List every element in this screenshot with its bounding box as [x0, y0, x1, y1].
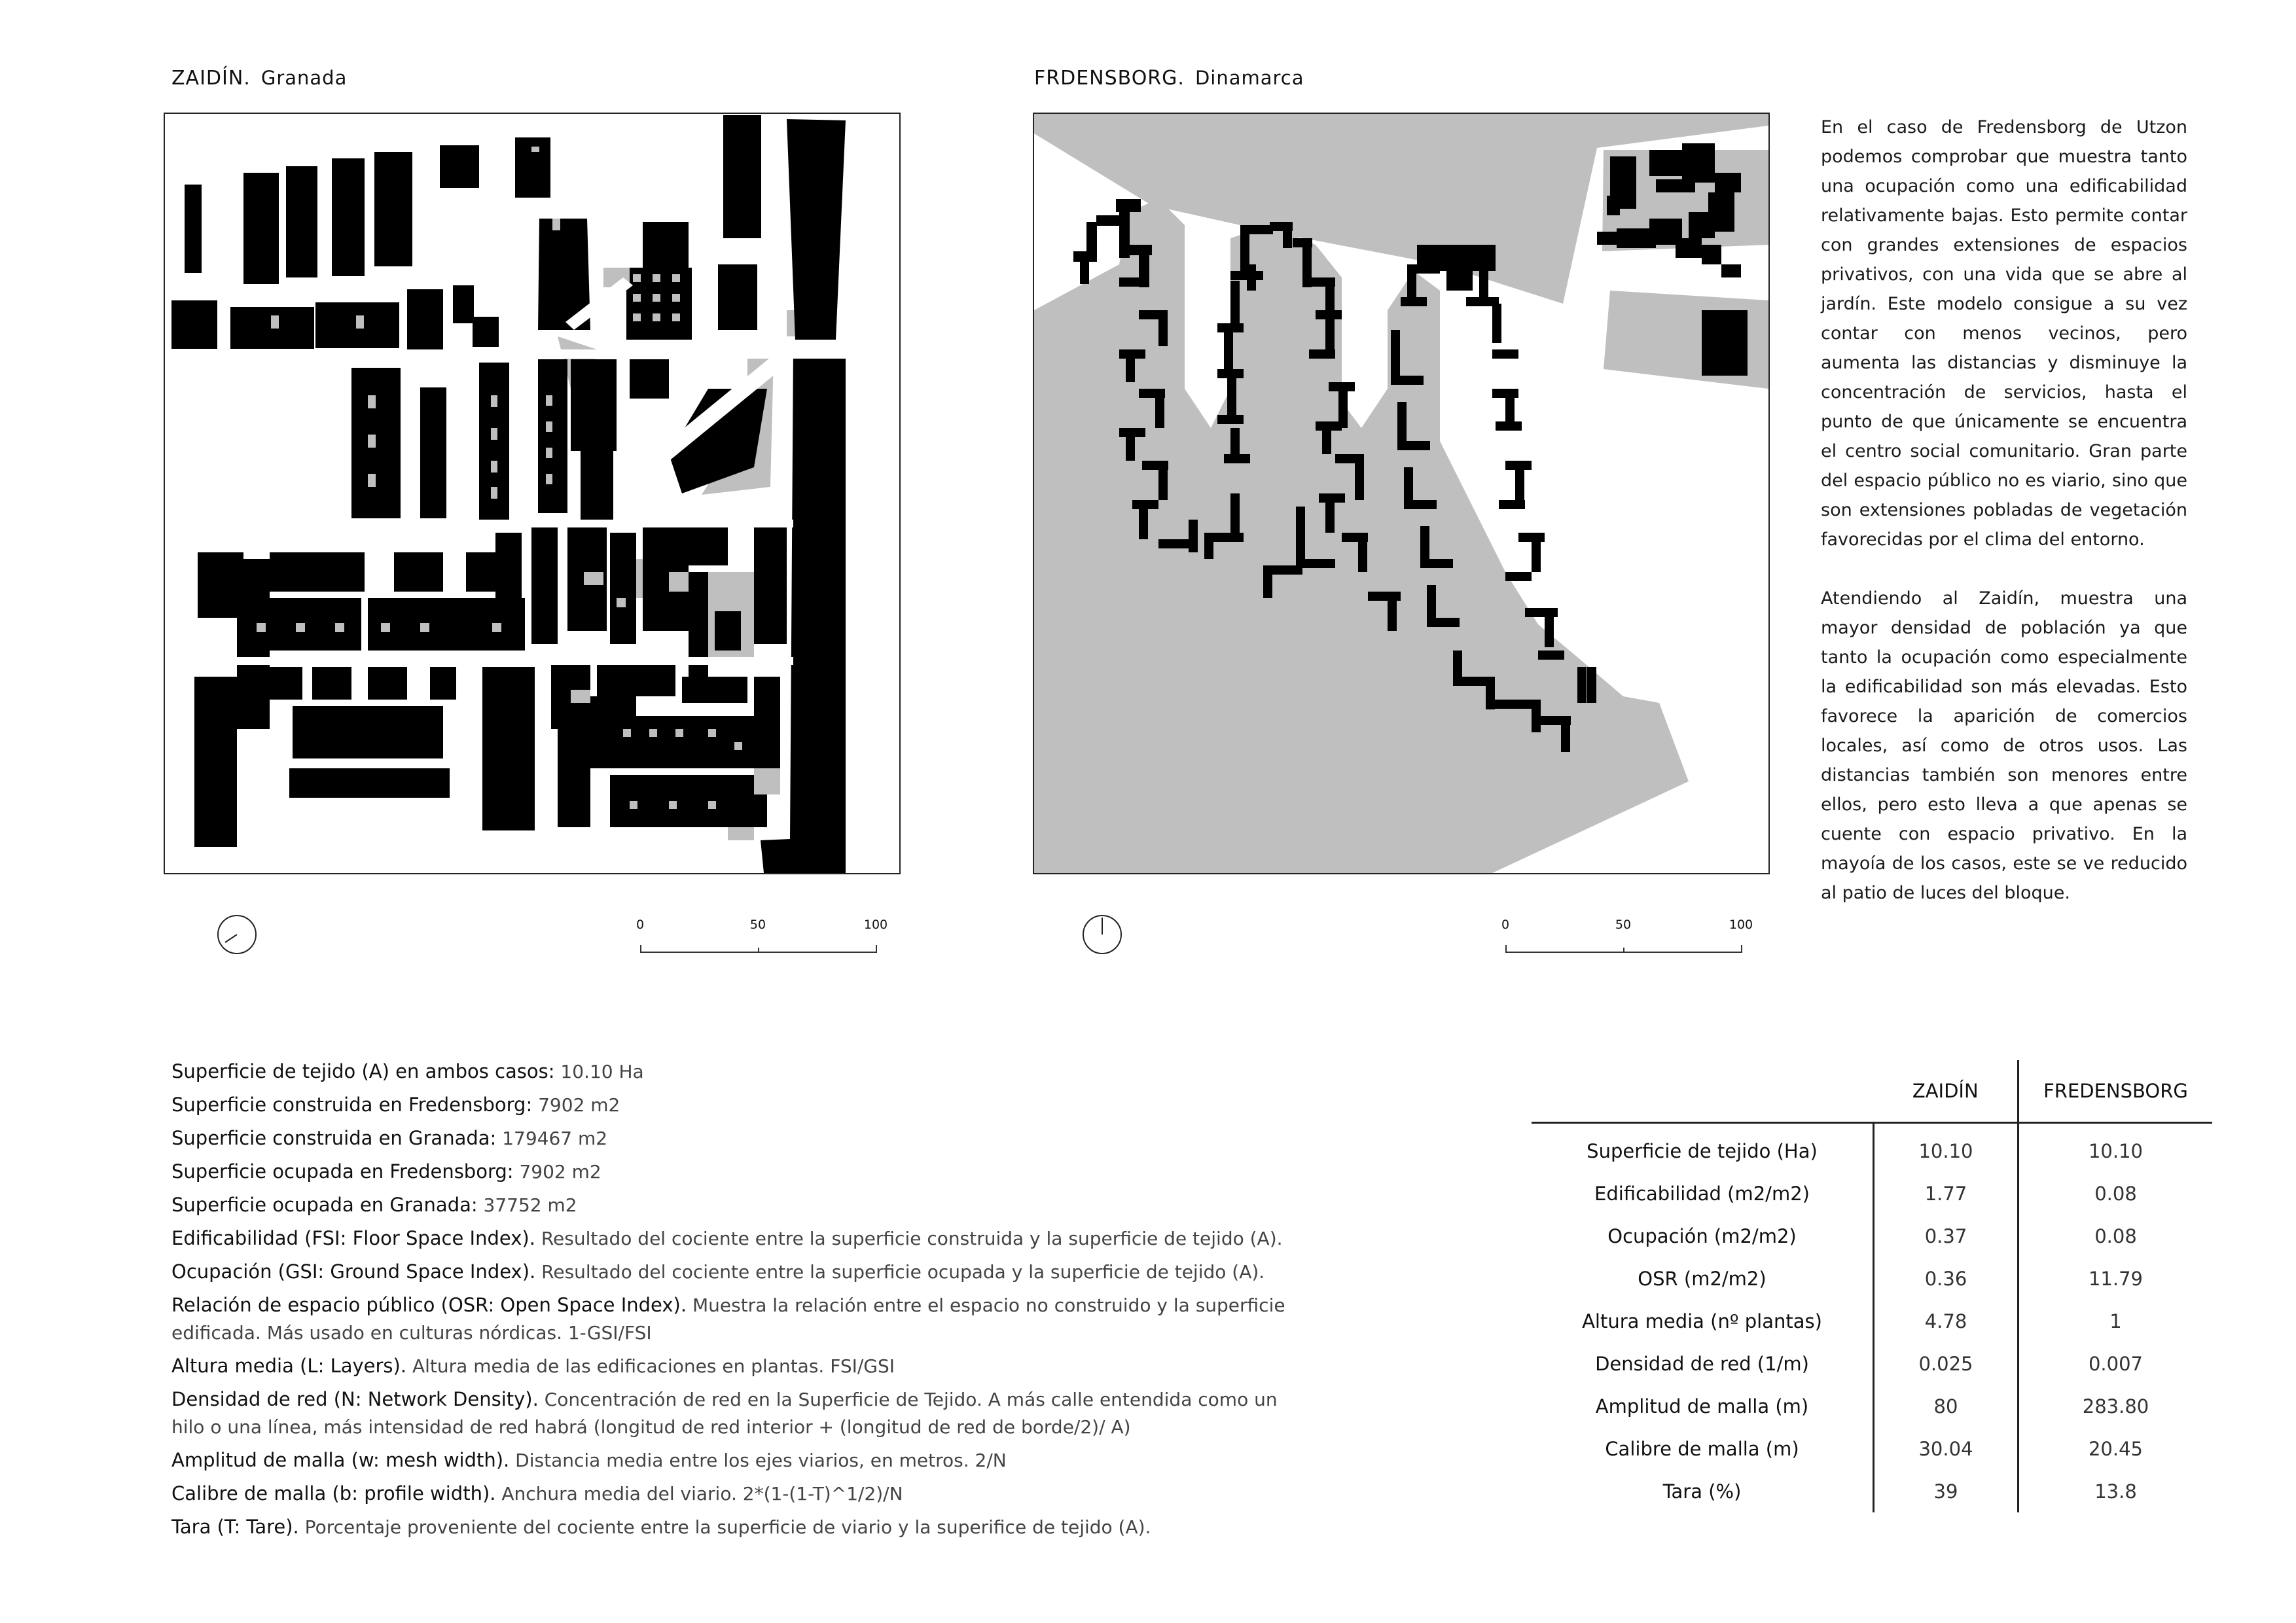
description-text: [1821, 113, 2187, 908]
metric-value-fredensborg: 11.79: [2088, 1267, 2144, 1290]
definition-desc: 7902 m2: [532, 1094, 620, 1116]
map-title-fredensborg-name: FRDENSBORG.: [1034, 67, 1185, 90]
definition-item: [171, 1289, 1480, 1322]
metric-value-fredensborg: 20.45: [2088, 1437, 2144, 1460]
definition-term: Relación de espacio público (OSR: Open Space Index).: [171, 1294, 687, 1316]
metric-value-zaidin: 1.77: [1874, 1172, 2018, 1215]
north-arrow-fredensborg: [1083, 915, 1122, 954]
definition-item: [171, 1444, 1480, 1477]
scale-label-50: 50: [749, 918, 766, 932]
metric-label: Amplitud de malla (m): [1532, 1385, 1874, 1427]
metric-label: Tara (%): [1532, 1470, 1874, 1512]
scale-label-100: 100: [1729, 918, 1753, 932]
zaidin-buildings: [171, 115, 846, 873]
scale-label-100: 100: [863, 918, 888, 932]
definition-term: Ocupación (GSI: Ground Space Index).: [171, 1260, 536, 1283]
metric-value-zaidin: 10.10: [1874, 1123, 2018, 1173]
scale-bar-fredensborg: [1501, 918, 1753, 957]
table-row: [1532, 1172, 2212, 1215]
definition-item: [171, 1055, 1480, 1088]
definition-item: [171, 1088, 1480, 1122]
definition-term: Superficie ocupada en Fredensborg:: [171, 1160, 514, 1183]
definition-continuation: hilo o una línea, más intensidad de red habrá (longitud de red interior + (longitud de red de borde/2)/ A): [171, 1416, 1131, 1438]
definition-continuation: edificada. Más usado en culturas nórdicas. 1-GSI/FSI: [171, 1322, 652, 1344]
map-zaidin-plan: [165, 114, 899, 873]
metric-label: Altura media (nº plantas): [1532, 1300, 1874, 1342]
description-paragraph-zaidin: Atendiendo al Zaidín, muestra una mayor densidad de población ya que tanto la ocupación como especialmente la edificabilidad son más elevadas. Esto favorece la aparición de comercios locales, así como de otros usos. Las distancias también son menores entre ellos, pero esto lleva a que apenas se cuente con espacio privativo. En la mayoía de los casos, este se ve reducido al patio de luces del bloque.: [1821, 588, 2187, 903]
definition-desc: Muestra la relación entre el espacio no construido y la superficie: [687, 1294, 1285, 1316]
metric-value-zaidin: 39: [1874, 1470, 2018, 1512]
table-row: [1532, 1470, 2212, 1512]
north-arrow-fredensborg-icon: [1084, 916, 1121, 953]
table-row: [1532, 1427, 2212, 1470]
metric-value-zaidin: 30.04: [1874, 1427, 2018, 1470]
definition-item: [171, 1155, 1480, 1188]
scale-bar-tick: [758, 948, 759, 953]
metric-value-zaidin: 0.36: [1874, 1257, 2018, 1300]
table-row: [1532, 1385, 2212, 1427]
definition-desc: 179467 m2: [496, 1128, 608, 1149]
table-row: [1532, 1123, 2212, 1173]
definition-term: Densidad de red (N: Network Density).: [171, 1388, 539, 1410]
north-arrow-zaidin-icon: [219, 916, 255, 953]
definitions-list: [171, 1055, 1480, 1544]
definition-desc: Anchura media del viario. 2*(1-(1-T)^1/2)/N: [495, 1483, 903, 1505]
metrics-header-label: [1532, 1060, 1874, 1123]
metric-label: Superficie de tejido (Ha): [1532, 1123, 1874, 1173]
metric-value-zaidin: 0.37: [1874, 1215, 2018, 1257]
definition-term: Superficie construida en Granada:: [171, 1127, 497, 1149]
metric-value-fredensborg: 13.8: [2094, 1480, 2137, 1503]
metric-label: Edificabilidad (m2/m2): [1532, 1172, 1874, 1215]
definition-item: [171, 1222, 1480, 1255]
definition-term: Amplitud de malla (w: mesh width).: [171, 1449, 510, 1471]
map-fredensborg-plan: [1034, 114, 1768, 873]
scale-label-50: 50: [1615, 918, 1632, 932]
definition-desc: Resultado del cociente entre la superficie construida y la superficie de tejido (A).: [535, 1228, 1283, 1249]
definition-term: Tara (T: Tare).: [171, 1516, 299, 1538]
definition-term: Superficie de tejido (A) en ambos casos:: [171, 1060, 555, 1082]
map-title-zaidin-city: Granada: [260, 67, 348, 89]
definition-term: Altura media (L: Layers).: [171, 1355, 407, 1377]
definition-term: Superficie construida en Fredensborg:: [171, 1094, 533, 1116]
definition-term: Calibre de malla (b: profile width).: [171, 1482, 496, 1505]
map-fredensborg: [1033, 113, 1770, 874]
map-title-zaidin: [171, 67, 347, 90]
map-title-fredensborg-city: Dinamarca: [1194, 67, 1304, 89]
definition-item: [171, 1510, 1480, 1544]
map-zaidin: [164, 113, 901, 874]
definition-desc: 7902 m2: [513, 1161, 601, 1183]
definition-item: [171, 1477, 1480, 1510]
map-title-fredensborg: [1034, 67, 1304, 90]
metric-value-fredensborg: 1: [2109, 1310, 2122, 1332]
north-arrow-zaidin: [217, 915, 257, 954]
map-title-zaidin-name: ZAIDÍN.: [171, 67, 251, 90]
table-row: [1532, 1257, 2212, 1300]
definition-desc: Distancia media entre los ejes viarios, en metros. 2/N: [509, 1450, 1007, 1471]
scale-bar-tick: [1623, 948, 1624, 953]
definition-desc: Concentración de red en la Superficie de Tejido. A más calle entendida como un: [538, 1389, 1278, 1410]
scale-bar-zaidin: [636, 918, 888, 957]
definition-item: [171, 1255, 1480, 1289]
definition-item: [171, 1349, 1480, 1383]
metrics-table: [1532, 1060, 2212, 1512]
description-paragraph-fredensborg: En el caso de Fredensborg de Utzon podemos comprobar que muestra tanto una ocupación como una edificabilidad relativamente bajas. Esto permite contar con grandes extensiones de espacios privativos, con una vida que se abre al jardín. Este modelo consigue a su vez contar con menos vecinos, pero aumenta las distancias y disminuye la concentración de servicios, hasta el punto de que únicamente se encuentra el centro social comunitario. Gran parte del espacio público no es viario, sino que son extensiones pobladas de vegetación favorecidas por el clima del entorno.: [1821, 117, 2187, 550]
definition-desc: Porcentaje proveniente del cociente entre la superficie de viario y la superifice de tejido (A).: [298, 1516, 1151, 1538]
definition-desc: 10.10 Ha: [554, 1061, 644, 1082]
scale-label-0: 0: [636, 918, 645, 932]
metric-label: OSR (m2/m2): [1532, 1257, 1874, 1300]
metric-value-fredensborg: 0.007: [2088, 1352, 2144, 1375]
table-row: [1532, 1342, 2212, 1385]
scale-label-0: 0: [1501, 918, 1510, 932]
metric-value-fredensborg: 0.08: [2094, 1224, 2137, 1247]
metrics-header-zaidin: ZAIDÍN: [1874, 1060, 2018, 1123]
definition-desc: 37752 m2: [477, 1194, 577, 1216]
definition-desc: Resultado del cociente entre la superficie ocupada y la superficie de tejido (A).: [535, 1261, 1265, 1283]
definition-term: Superficie ocupada en Granada:: [171, 1194, 478, 1216]
definition-item: [171, 1122, 1480, 1155]
metric-value-fredensborg: 0.08: [2094, 1182, 2137, 1205]
metrics-header-row: [1532, 1060, 2212, 1123]
metric-label: Ocupación (m2/m2): [1532, 1215, 1874, 1257]
definition-item: [171, 1383, 1480, 1416]
metric-value-zaidin: 80: [1874, 1385, 2018, 1427]
metric-value-zaidin: 4.78: [1874, 1300, 2018, 1342]
table-row: [1532, 1300, 2212, 1342]
table-row: [1532, 1215, 2212, 1257]
definition-item: [171, 1188, 1480, 1222]
metric-value-fredensborg: 283.80: [2082, 1395, 2149, 1418]
definition-desc: Altura media de las edificaciones en plantas. FSI/GSI: [406, 1355, 895, 1377]
metrics-header-fredensborg: FREDENSBORG: [2043, 1080, 2188, 1102]
definition-term: Edificabilidad (FSI: Floor Space Index).: [171, 1227, 535, 1249]
metric-label: Calibre de malla (m): [1532, 1427, 1874, 1470]
metric-label: Densidad de red (1/m): [1532, 1342, 1874, 1385]
metric-value-zaidin: 0.025: [1874, 1342, 2018, 1385]
metric-value-fredensborg: 10.10: [2088, 1139, 2144, 1162]
